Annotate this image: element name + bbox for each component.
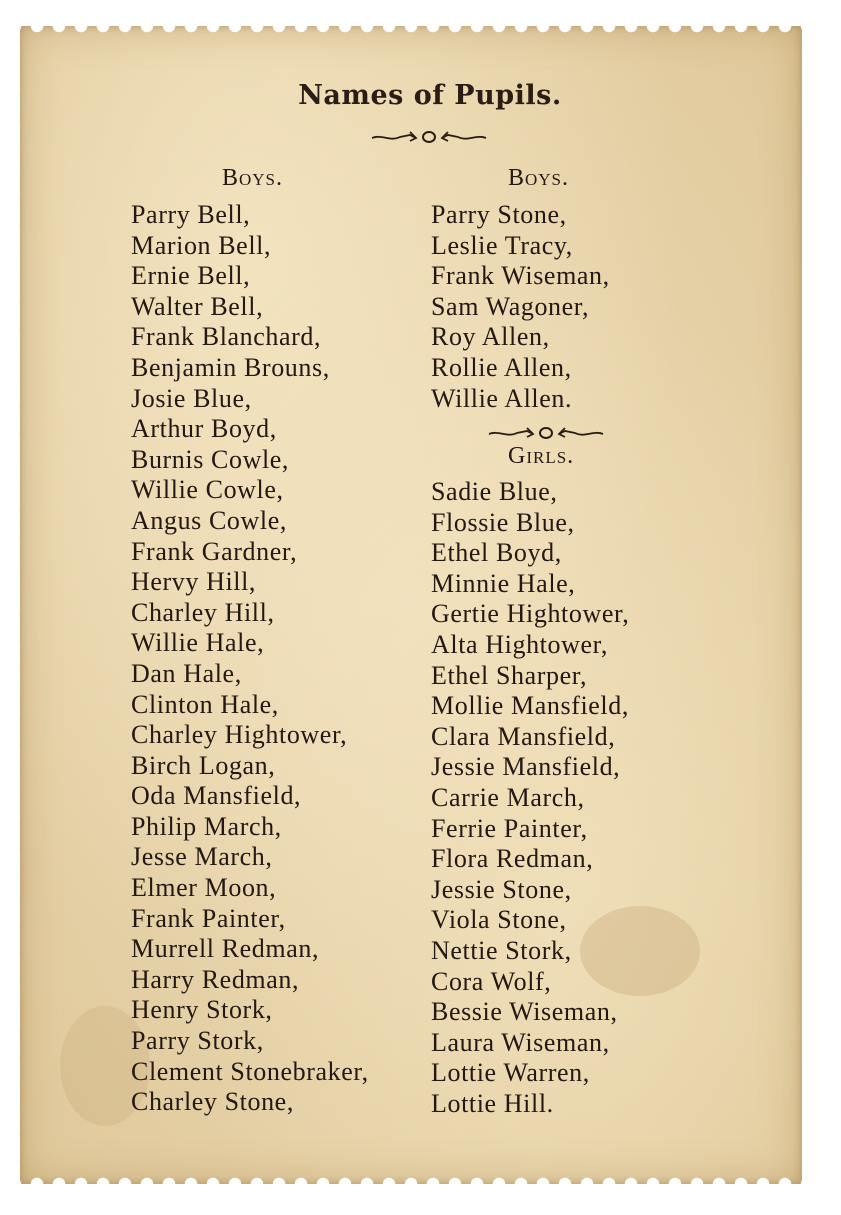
pupil-name: Birch Logan, (131, 750, 276, 780)
boys-heading-right: Boys. (508, 165, 570, 191)
pupil-name: Charley Hightower, (131, 720, 348, 750)
pupil-name: Willie Cowle, (131, 475, 284, 505)
pupil-name: Flora Redman, (431, 844, 594, 874)
pupil-name: Henry Stork, (131, 995, 273, 1025)
boys-heading-left: Boys. (222, 165, 284, 191)
pupil-name: Parry Stork, (131, 1026, 264, 1056)
pupil-name: Willie Hale, (131, 628, 265, 658)
pupil-name: Flossie Blue, (431, 507, 575, 537)
pupil-name: Lottie Hill. (431, 1088, 554, 1118)
pupil-name: Ethel Sharper, (431, 660, 588, 690)
pupil-name: Willie Allen. (431, 383, 573, 413)
pupil-name: Nettie Stork, (431, 935, 572, 965)
pupil-name: Ethel Boyd, (431, 538, 562, 568)
flourish-divider-icon (487, 422, 605, 442)
pupil-name: Jesse March, (131, 842, 273, 872)
pupil-name: Roy Allen, (431, 322, 550, 352)
pupil-name: Alta Hightower, (431, 629, 608, 659)
pupil-name: Marion Bell, (131, 230, 272, 260)
pupil-name: Elmer Moon, (131, 873, 277, 903)
page-title: Names of Pupils. (298, 80, 562, 111)
pupil-name: Parry Stone, (431, 200, 567, 229)
pupil-name: Rollie Allen, (431, 352, 572, 382)
pupil-name: Frank Gardner, (131, 536, 298, 566)
pupil-name: Charley Stone, (131, 1087, 294, 1117)
pupil-name: Oda Mansfield, (131, 781, 302, 811)
pupil-name: Benjamin Brouns, (131, 352, 330, 382)
pupil-name: Clara Mansfield, (431, 721, 616, 751)
pupil-name: Clinton Hale, (131, 689, 279, 719)
pupil-name: Dan Hale, (131, 658, 242, 688)
boys-list-right (431, 200, 610, 414)
pupil-name: Philip March, (131, 811, 282, 841)
pupil-name: Leslie Tracy, (431, 230, 573, 260)
pupil-name: Bessie Wiseman, (431, 997, 618, 1027)
pupil-name: Jessie Stone, (431, 874, 572, 904)
pupil-name: Arthur Boyd, (131, 414, 277, 444)
pupil-name: Ernie Bell, (131, 261, 251, 291)
pupil-name: Murrell Redman, (131, 934, 320, 964)
flourish-divider-icon (370, 126, 488, 146)
boys-list-left (131, 200, 369, 1118)
pupil-name: Frank Wiseman, (431, 261, 610, 291)
pupil-name: Burnis Cowle, (131, 444, 290, 474)
pupil-name: Walter Bell, (131, 291, 264, 321)
pupil-name: Gertie Hightower, (431, 599, 630, 629)
pupil-name: Josie Blue, (131, 383, 252, 413)
pupil-name: Laura Wiseman, (431, 1027, 610, 1057)
pupil-name: Cora Wolf, (431, 966, 552, 996)
pupil-name: Charley Hill, (131, 597, 275, 627)
pupil-name: Minnie Hale, (431, 568, 576, 598)
girls-heading: Girls. (508, 443, 575, 469)
pupil-name: Lottie Warren, (431, 1058, 590, 1088)
pupil-name: Hervy Hill, (131, 567, 257, 597)
pupil-name: Sadie Blue, (431, 477, 558, 506)
pupil-name: Angus Cowle, (131, 505, 287, 535)
pupil-name: Sam Wagoner, (431, 291, 590, 321)
pupil-name: Frank Blanchard, (131, 322, 322, 352)
pupil-name: Mollie Mansfield, (431, 691, 629, 721)
girls-list (431, 477, 629, 1119)
pupil-name: Jessie Mansfield, (431, 752, 621, 782)
pupil-name: Parry Bell, (131, 200, 251, 229)
pupil-name: Frank Painter, (131, 903, 286, 933)
pupil-name: Harry Redman, (131, 964, 300, 994)
pupil-name: Viola Stone, (431, 905, 567, 935)
pupil-name: Ferrie Painter, (431, 813, 588, 843)
pupil-name: Clement Stonebraker, (131, 1056, 369, 1086)
pupil-name: Carrie March, (431, 782, 585, 812)
